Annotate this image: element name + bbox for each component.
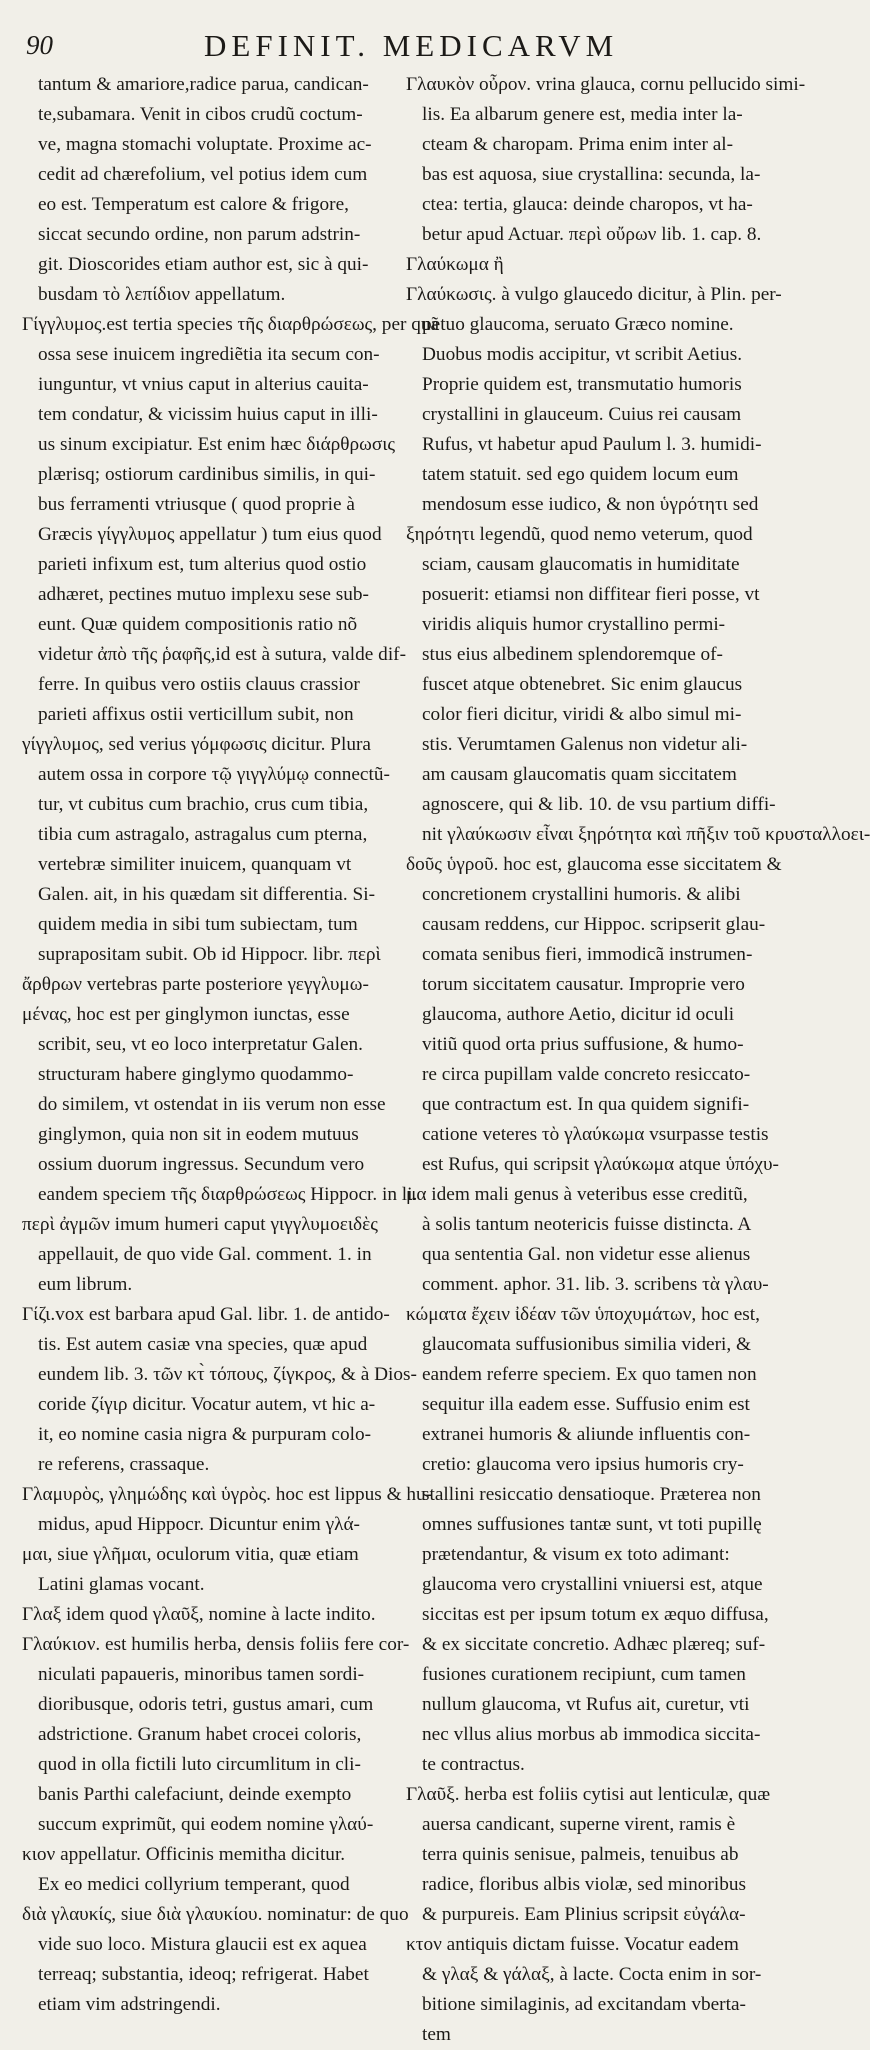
text-line: ginglymon, quia non sit in eodem mutuus: [38, 1124, 359, 1145]
text-line: δοῦς ὑγροῦ. hoc est, glaucoma esse siccitatem &: [406, 854, 782, 875]
text-line: viridis aliquis humor crystallino permi-: [422, 614, 726, 635]
text-line: est Rufus, qui scripsit γλαύκωμα atque ὑπόχυ-: [422, 1154, 779, 1175]
text-line: κτον antiquis dictam fuisse. Vocatur eadem: [406, 1934, 739, 1955]
running-title: DEFINIT. MEDICARVM: [204, 28, 619, 63]
text-line: tur, vt cubitus cum brachio, crus cum tibia,: [38, 794, 369, 815]
text-line: ferre. In quibus vero ostiis clauus crassior: [38, 674, 360, 695]
text-line: structuram habere ginglymo quodammo-: [38, 1064, 354, 1085]
text-line: omnes suffusiones tantæ sunt, vt toti pupillę: [422, 1514, 762, 1535]
text-line: autem ossa in corpore τῷ γιγγλύμῳ connectũ-: [38, 764, 390, 785]
text-line: re referens, crassaque.: [38, 1454, 210, 1475]
text-line: glaucoma vero crystallini vniuersi est, atque: [422, 1574, 763, 1595]
text-line: siccitas est per ipsum totum ex æquo diffusa,: [422, 1604, 769, 1625]
right-text-column: [406, 70, 870, 2050]
text-line: coride ζίγιρ dicitur. Vocatur autem, vt hic a-: [38, 1394, 376, 1415]
text-line: us sinum excipiatur. Est enim hæc διάρθρωσις: [38, 434, 396, 455]
left-text-column: [22, 70, 440, 2020]
text-line: petuo glaucoma, seruato Græco nomine.: [422, 314, 734, 335]
text-line: κώματα ἔχειν ἰδέαν τῶν ὑποχυμάτων, hoc est,: [406, 1304, 760, 1325]
text-line: Græcis γίγγλυμος appellatur ) tum eius quod: [38, 524, 382, 545]
text-line: siccat secundo ordine, non parum adstrin-: [38, 224, 361, 245]
text-line: videtur ἀπὸ τῆς ῥαφῆς,id est à sutura, valde dif-: [38, 644, 407, 665]
text-line: μα idem mali genus à veteribus esse creditũ,: [406, 1184, 748, 1205]
text-line: glaucomata suffusionibus similia videri, &: [422, 1334, 751, 1355]
text-line: it, eo nomine casia nigra & purpuram colo-: [38, 1424, 372, 1445]
text-line: iunguntur, vt vnius caput in alterius cauita-: [38, 374, 369, 395]
text-line: eundem lib. 3. τῶν κτ̀ τόπους, ζίγκρος, & à Dios-: [38, 1364, 417, 1385]
text-line: do similem, vt ostendat in iis verum non esse: [38, 1094, 386, 1115]
page-header: [14, 28, 786, 68]
text-line: ξηρότητι legendũ, quod nemo veterum, quod: [406, 524, 753, 545]
text-line: plærisq; ostiorum cardinibus similis, in qui-: [38, 464, 376, 485]
text-line: & γλαξ & γάλαξ, à lacte. Cocta enim in sor-: [422, 1964, 762, 1985]
text-line: sequitur illa eadem esse. Suffusio enim est: [422, 1394, 750, 1415]
text-line: bitione similaginis, ad excitandam vberta-: [422, 1994, 746, 2015]
text-line: dioribusque, odoris tetri, gustus amari, cum: [38, 1694, 374, 1715]
text-line: eum librum.: [38, 1274, 133, 1295]
text-line: tem: [422, 2024, 451, 2045]
text-line: Γλαξ idem quod γλαῦξ, nomine à lacte indito.: [22, 1604, 376, 1625]
text-line: Γλαύκιον. est humilis herba, densis foliis fere cor-: [22, 1634, 410, 1655]
text-line: Proprie quidem est, transmutatio humoris: [422, 374, 742, 395]
text-line: re circa pupillam valde concreto resiccato-: [422, 1064, 751, 1085]
text-line: busdam τὸ λεπίδιον appellatum.: [38, 284, 286, 305]
text-line: γίγγλυμος, sed verius γόμφωσις dicitur. Plura: [22, 734, 371, 755]
text-line: crystallini in glauceum. Cuius rei causam: [422, 404, 742, 425]
text-line: stallini resiccatio densatioque. Præterea non: [422, 1484, 761, 1505]
text-line: bas est aquosa, siue crystallina: secunda, la-: [422, 164, 761, 185]
text-line: nit γλαύκωσιν εἶναι ξηρότητα καὶ πῆξιν τοῦ κρυσταλλοει-: [422, 824, 870, 845]
text-line: fuscet atque obtenebret. Sic enim glaucus: [422, 674, 743, 695]
text-line: Ex eo medici collyrium temperant, quod: [38, 1874, 350, 1895]
text-line: cretio: glaucoma vero ipsius humoris cry-: [422, 1454, 744, 1475]
text-line: διὰ γλαυκίς, siue διὰ γλαυκίου. nominatur: de quo: [22, 1904, 409, 1925]
text-line: color fieri dicitur, viridi & albo simul mi-: [422, 704, 742, 725]
text-line: Rufus, vt habetur apud Paulum l. 3. humidi-: [422, 434, 762, 455]
text-line: ἄρθρων vertebras parte posteriore γεγγλυμω-: [22, 974, 369, 995]
text-line: stis. Verumtamen Galenus non videtur ali-: [422, 734, 748, 755]
text-line: κιον appellatur. Officinis memitha dicitur.: [22, 1844, 346, 1865]
text-line: que contractum est. In qua quidem signifi-: [422, 1094, 750, 1115]
text-line: cedit ad chærefolium, vel potius idem cum: [38, 164, 368, 185]
text-line: scribit, seu, vt eo loco interpretatur Galen.: [38, 1034, 363, 1055]
text-line: extranei humoris & aliunde influentis con-: [422, 1424, 751, 1445]
text-line: comment. aphor. 31. lib. 3. scribens τὰ γλαυ-: [422, 1274, 769, 1295]
text-line: qua sententia Gal. non videtur esse alienus: [422, 1244, 751, 1265]
text-line: auersa candicant, superne virent, ramis è: [422, 1814, 736, 1835]
text-line: vide suo loco. Mistura glaucii est ex aquea: [38, 1934, 367, 1955]
text-line: Γίγγλυμος.est tertia species τῆς διαρθρώσεως, per quã: [22, 314, 440, 335]
text-line: mendosum esse iudico, & non ὑγρότητι sed: [422, 494, 759, 515]
text-line: Γλαύκωσις. à vulgo glaucedo dicitur, à Plin. per-: [406, 284, 782, 305]
text-line: concretionem crystallini humoris. & alibi: [422, 884, 741, 905]
text-line: prætendantur, & visum ex toto adimant:: [422, 1544, 730, 1565]
text-line: eandem referre speciem. Ex quo tamen non: [422, 1364, 757, 1385]
text-line: & ex siccitate concretio. Adhæc plæreq; suf-: [422, 1634, 766, 1655]
text-line: & purpureis. Eam Plinius scripsit εὐγάλα-: [422, 1904, 746, 1925]
text-line: quidem media in sibi tum subiectam, tum: [38, 914, 358, 935]
text-line: Galen. ait, in his quædam sit differentia. Si-: [38, 884, 376, 905]
text-line: μένας, hoc est per ginglymon iunctas, esse: [22, 1004, 350, 1025]
text-line: agnoscere, qui & lib. 10. de vsu partium diffi-: [422, 794, 776, 815]
text-line: betur apud Actuar. περὶ οὔρων lib. 1. cap. 8.: [422, 224, 762, 245]
text-line: Γλαῦξ. herba est foliis cytisi aut lenticulæ, quæ: [406, 1784, 771, 1805]
text-line: parieti affixus ostii verticillum subit, non: [38, 704, 354, 725]
text-line: lis. Ea albarum genere est, media inter la-: [422, 104, 743, 125]
text-line: banis Parthi calefaciunt, deinde exempto: [38, 1784, 352, 1805]
text-line: comata senibus fieri, immodicã instrumen-: [422, 944, 753, 965]
text-line: quod in olla fictili luto circumlitum in cli-: [38, 1754, 361, 1775]
text-line: adstrictione. Granum habet crocei coloris,: [38, 1724, 362, 1745]
text-line: ossa sese inuicem ingrediẽtia ita secum con-: [38, 344, 380, 365]
text-line: Γίζι.vox est barbara apud Gal. libr. 1. de antido-: [22, 1304, 390, 1325]
text-line: à solis tantum neotericis fuisse distincta. A: [422, 1214, 752, 1235]
text-line: nec vllus alius morbus ab immodica siccita-: [422, 1724, 761, 1745]
text-line: parieti infixum est, tum alterius quod ostio: [38, 554, 367, 575]
text-line: tantum & amariore,radice parua, candican-: [38, 74, 369, 95]
text-line: ve, magna stomachi voluptate. Proxime ac-: [38, 134, 372, 155]
text-line: eandem speciem τῆς διαρθρώσεως Hippocr. in li.: [38, 1184, 418, 1205]
text-line: vitiũ quod orta prius suffusione, & humo-: [422, 1034, 744, 1055]
text-line: succum exprimũt, qui eodem nomine γλαύ-: [38, 1814, 374, 1835]
text-line: eo est. Temperatum est calore & frigore,: [38, 194, 349, 215]
text-line: niculati papaueris, minoribus tamen sordi-: [38, 1664, 365, 1685]
text-line: Γλαυκὸν οὖρον. vrina glauca, cornu pellucido simi-: [406, 74, 806, 95]
page-number: 90: [26, 30, 53, 60]
text-line: περὶ ἀγμῶν imum humeri caput γιγγλυμοειδὲς: [22, 1214, 378, 1235]
text-line: tatem statuit. sed ego quidem locum eum: [422, 464, 739, 485]
text-line: eunt. Quæ quidem compositionis ratio nõ: [38, 614, 358, 635]
text-line: terra quinis senisue, palmeis, tenuibus ab: [422, 1844, 739, 1865]
text-line: glaucoma, authore Aetio, dicitur id oculi: [422, 1004, 735, 1025]
text-line: cteam & charopam. Prima enim inter al-: [422, 134, 734, 155]
text-line: stus eius albedinem splendoremque of-: [422, 644, 723, 665]
text-line: sciam, causam glaucomatis in humiditate: [422, 554, 740, 575]
text-line: nullum glaucoma, vt Rufus ait, curetur, vti: [422, 1694, 750, 1715]
text-line: bus ferramenti vtriusque ( quod proprie à: [38, 494, 355, 515]
text-line: midus, apud Hippocr. Dicuntur enim γλά-: [38, 1514, 360, 1535]
text-line: radice, floribus albis violæ, sed minoribus: [422, 1874, 746, 1895]
text-line: te contractus.: [422, 1754, 525, 1775]
text-line: Latini glamas vocant.: [38, 1574, 205, 1595]
text-line: μαι, siue γλῆμαι, oculorum vitia, quæ etiam: [22, 1544, 359, 1565]
text-line: catione veteres τὸ γλαύκωμα vsurpasse testis: [422, 1124, 769, 1145]
text-line: Duobus modis accipitur, vt scribit Aetius.: [422, 344, 743, 365]
text-line: fusiones curationem recipiunt, cum tamen: [422, 1664, 746, 1685]
text-line: tis. Est autem casiæ vna species, quæ apud: [38, 1334, 368, 1355]
text-line: tibia cum astragalo, astragalus cum pterna,: [38, 824, 368, 845]
text-line: git. Dioscorides etiam author est, sic à qui-: [38, 254, 369, 275]
text-line: am causam glaucomatis quam siccitatem: [422, 764, 737, 785]
text-line: tem condatur, & vicissim huius caput in illi-: [38, 404, 378, 425]
text-line: suprapositam subit. Ob id Hippocr. libr. περὶ: [38, 944, 381, 965]
text-line: terreaq; substantia, ideoq; refrigerat. Habet: [38, 1964, 369, 1985]
text-line: Γλαμυρὸς, γλημώδης καὶ ὑγρὸς. hoc est lippus & hu-: [22, 1484, 433, 1505]
text-line: torum siccitatem causatur. Improprie vero: [422, 974, 745, 995]
text-line: causam reddens, cur Hippoc. scripserit glau-: [422, 914, 766, 935]
text-line: posuerit: etiamsi non diffitear fieri posse, vt: [422, 584, 760, 605]
text-line: appellauit, de quo vide Gal. comment. 1. in: [38, 1244, 372, 1265]
text-line: ctea: tertia, glauca: deinde charopos, vt ha-: [422, 194, 753, 215]
text-line: te,subamara. Venit in cibos crudũ coctum-: [38, 104, 363, 125]
text-line: Γλαύκωμα ἢ: [406, 254, 504, 275]
text-line: ossium duorum ingressus. Secundum vero: [38, 1154, 365, 1175]
text-line: vertebræ similiter inuicem, quanquam vt: [38, 854, 352, 875]
text-line: adhæret, pectines mutuo implexu sese sub-: [38, 584, 369, 605]
text-line: etiam vim adstringendi.: [38, 1994, 221, 2015]
